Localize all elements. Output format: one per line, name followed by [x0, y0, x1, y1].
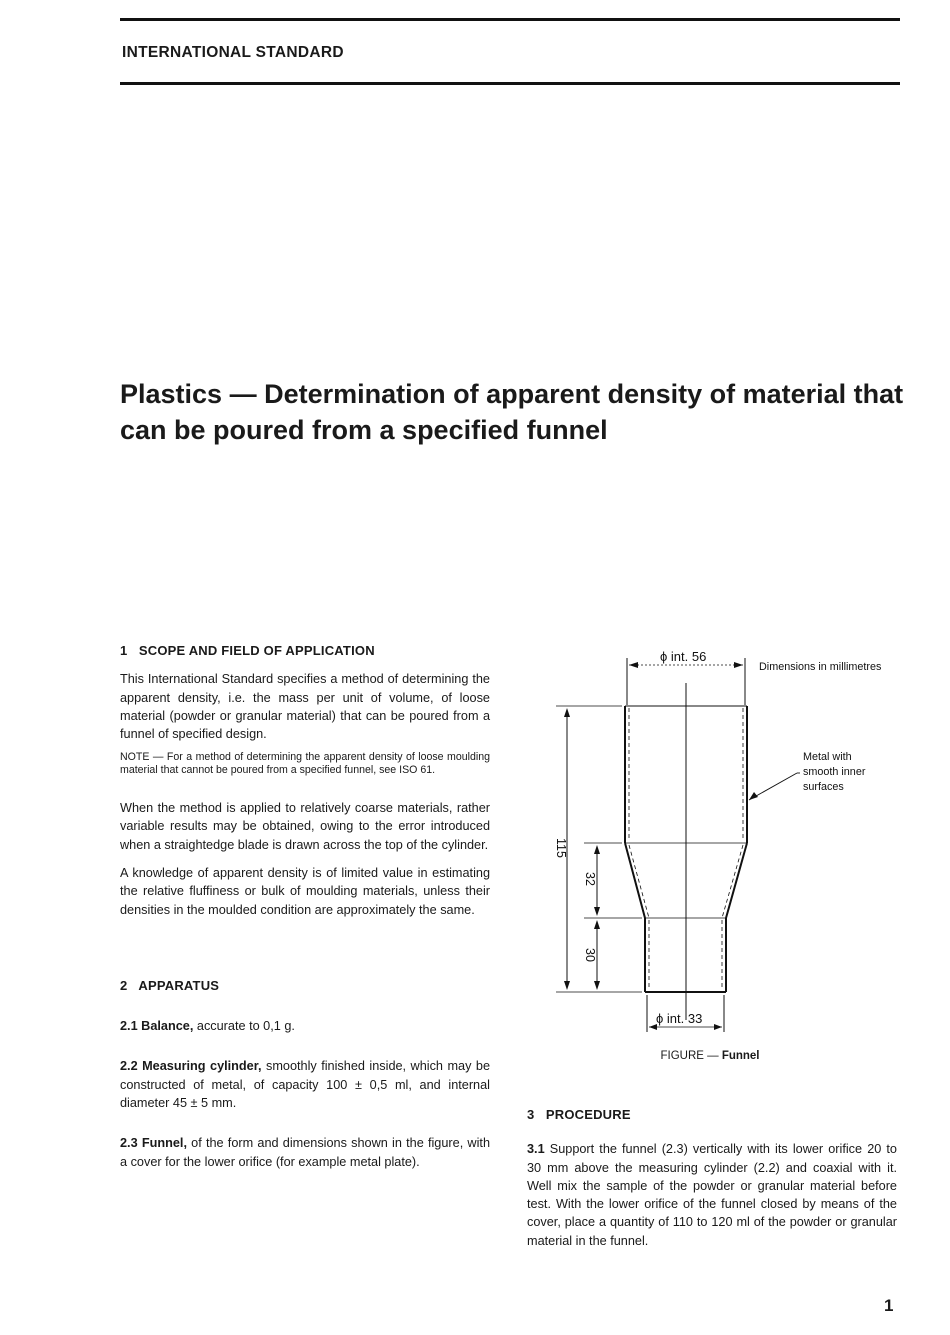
- item-term: Measuring cylinder,: [142, 1059, 262, 1074]
- item-text: accurate to 0,1 g.: [193, 1019, 295, 1034]
- right-column: [527, 1106, 897, 1250]
- bottom-diameter-label: ϕ int. 33: [656, 1011, 703, 1026]
- arrowhead: [594, 845, 600, 854]
- material-note-line-2: smooth inner: [803, 766, 866, 778]
- apparatus-item-2-3: [120, 1134, 490, 1171]
- stem-height-label: 30: [583, 948, 597, 962]
- inner-wall-line: [722, 845, 743, 918]
- item-text: Support the funnel (2.3) vertically with its lower orifice 20 to 30 mm above the measuring cylinder (2.2) and coaxial with it. Well mix the sample of the powder or granular material before test. With the lower orifice of the funnel closed by means of the cover, place a quantity of 110 to 120 ml of the powder or granular material in the funnel.: [527, 1142, 897, 1248]
- scope-note: NOTE — For a method of determining the apparent density of loose moulding material that cannot be poured from a specified funnel, see ISO 61.: [120, 751, 490, 777]
- inner-wall-line: [629, 845, 649, 918]
- item-number: 3.1: [527, 1142, 545, 1157]
- figure-caption-prefix: FIGURE —: [660, 1050, 722, 1062]
- section-1-heading: 1 SCOPE AND FIELD OF APPLICATION: [120, 643, 375, 658]
- arrowhead: [734, 662, 743, 668]
- item-term: Balance,: [141, 1019, 194, 1034]
- apparatus-item-2-2: [120, 1057, 490, 1112]
- arrowhead: [714, 1024, 722, 1030]
- item-text: smoothly finished inside, which may be constructed of metal, of capacity 100 ± 0,5 ml, and internal diameter 45 ± 5 mm.: [120, 1059, 490, 1111]
- funnel-figure: [520, 640, 920, 1050]
- document-title: Plastics — Determination of apparent density of material that can be poured from a specified funnel: [120, 379, 904, 445]
- material-note-line-1: Metal with: [803, 751, 852, 763]
- cone-height-label: 32: [583, 872, 597, 886]
- arrowhead: [594, 907, 600, 916]
- arrowhead: [594, 920, 600, 929]
- item-term: Funnel,: [141, 1136, 187, 1151]
- total-height-label: 115: [554, 838, 568, 858]
- arrowhead: [564, 981, 570, 990]
- item-number: 2.1: [120, 1019, 138, 1034]
- arrowhead: [564, 708, 570, 717]
- figure-caption-name: Funnel: [721, 1050, 760, 1062]
- arrowhead: [629, 662, 638, 668]
- arrowhead: [594, 981, 600, 990]
- arrowhead: [749, 792, 758, 800]
- left-column: [120, 642, 490, 1171]
- page-number: 1: [884, 1296, 894, 1315]
- header-rule: [120, 82, 900, 85]
- item-text: of the form and dimensions shown in the figure, with a cover for the lower orifice (for example metal plate).: [120, 1136, 490, 1169]
- units-note: Dimensions in millimetres: [759, 661, 882, 673]
- section-2-heading: 2 APPARATUS: [120, 977, 220, 993]
- scope-paragraph-1: This International Standard specifies a method of determining the apparent density, i.e. the mass per unit of volume, of loose material (powder or granular material) that can be poured from a funnel of specified design.: [120, 672, 490, 742]
- apparatus-item-2-1: [120, 1017, 490, 1035]
- material-note-line-3: surfaces: [803, 781, 844, 793]
- scope-paragraph-2: When the method is applied to relatively coarse materials, rather variable results may be obtained, owing to the error introduced when a straightedge blade is drawn across the top of the cylinder.: [120, 801, 490, 852]
- header-label: INTERNATIONAL STANDARD: [122, 44, 344, 61]
- section-3-heading: 3 PROCEDURE: [527, 1107, 631, 1122]
- figure-caption: [520, 1050, 900, 1062]
- cone-right-wall: [726, 843, 747, 918]
- scope-paragraph-3: A knowledge of apparent density is of limited value in estimating the relative fluffiness or bulk of moulding materials, unless their densities in the moulded condition are approximately the same.: [120, 865, 490, 917]
- item-number: 2.3: [120, 1136, 138, 1151]
- top-rule: [120, 18, 900, 21]
- cone-left-wall: [625, 843, 645, 918]
- procedure-item-3-1: [527, 1140, 897, 1250]
- item-number: 2.2: [120, 1059, 138, 1074]
- top-diameter-label: ϕ int. 56: [660, 649, 707, 664]
